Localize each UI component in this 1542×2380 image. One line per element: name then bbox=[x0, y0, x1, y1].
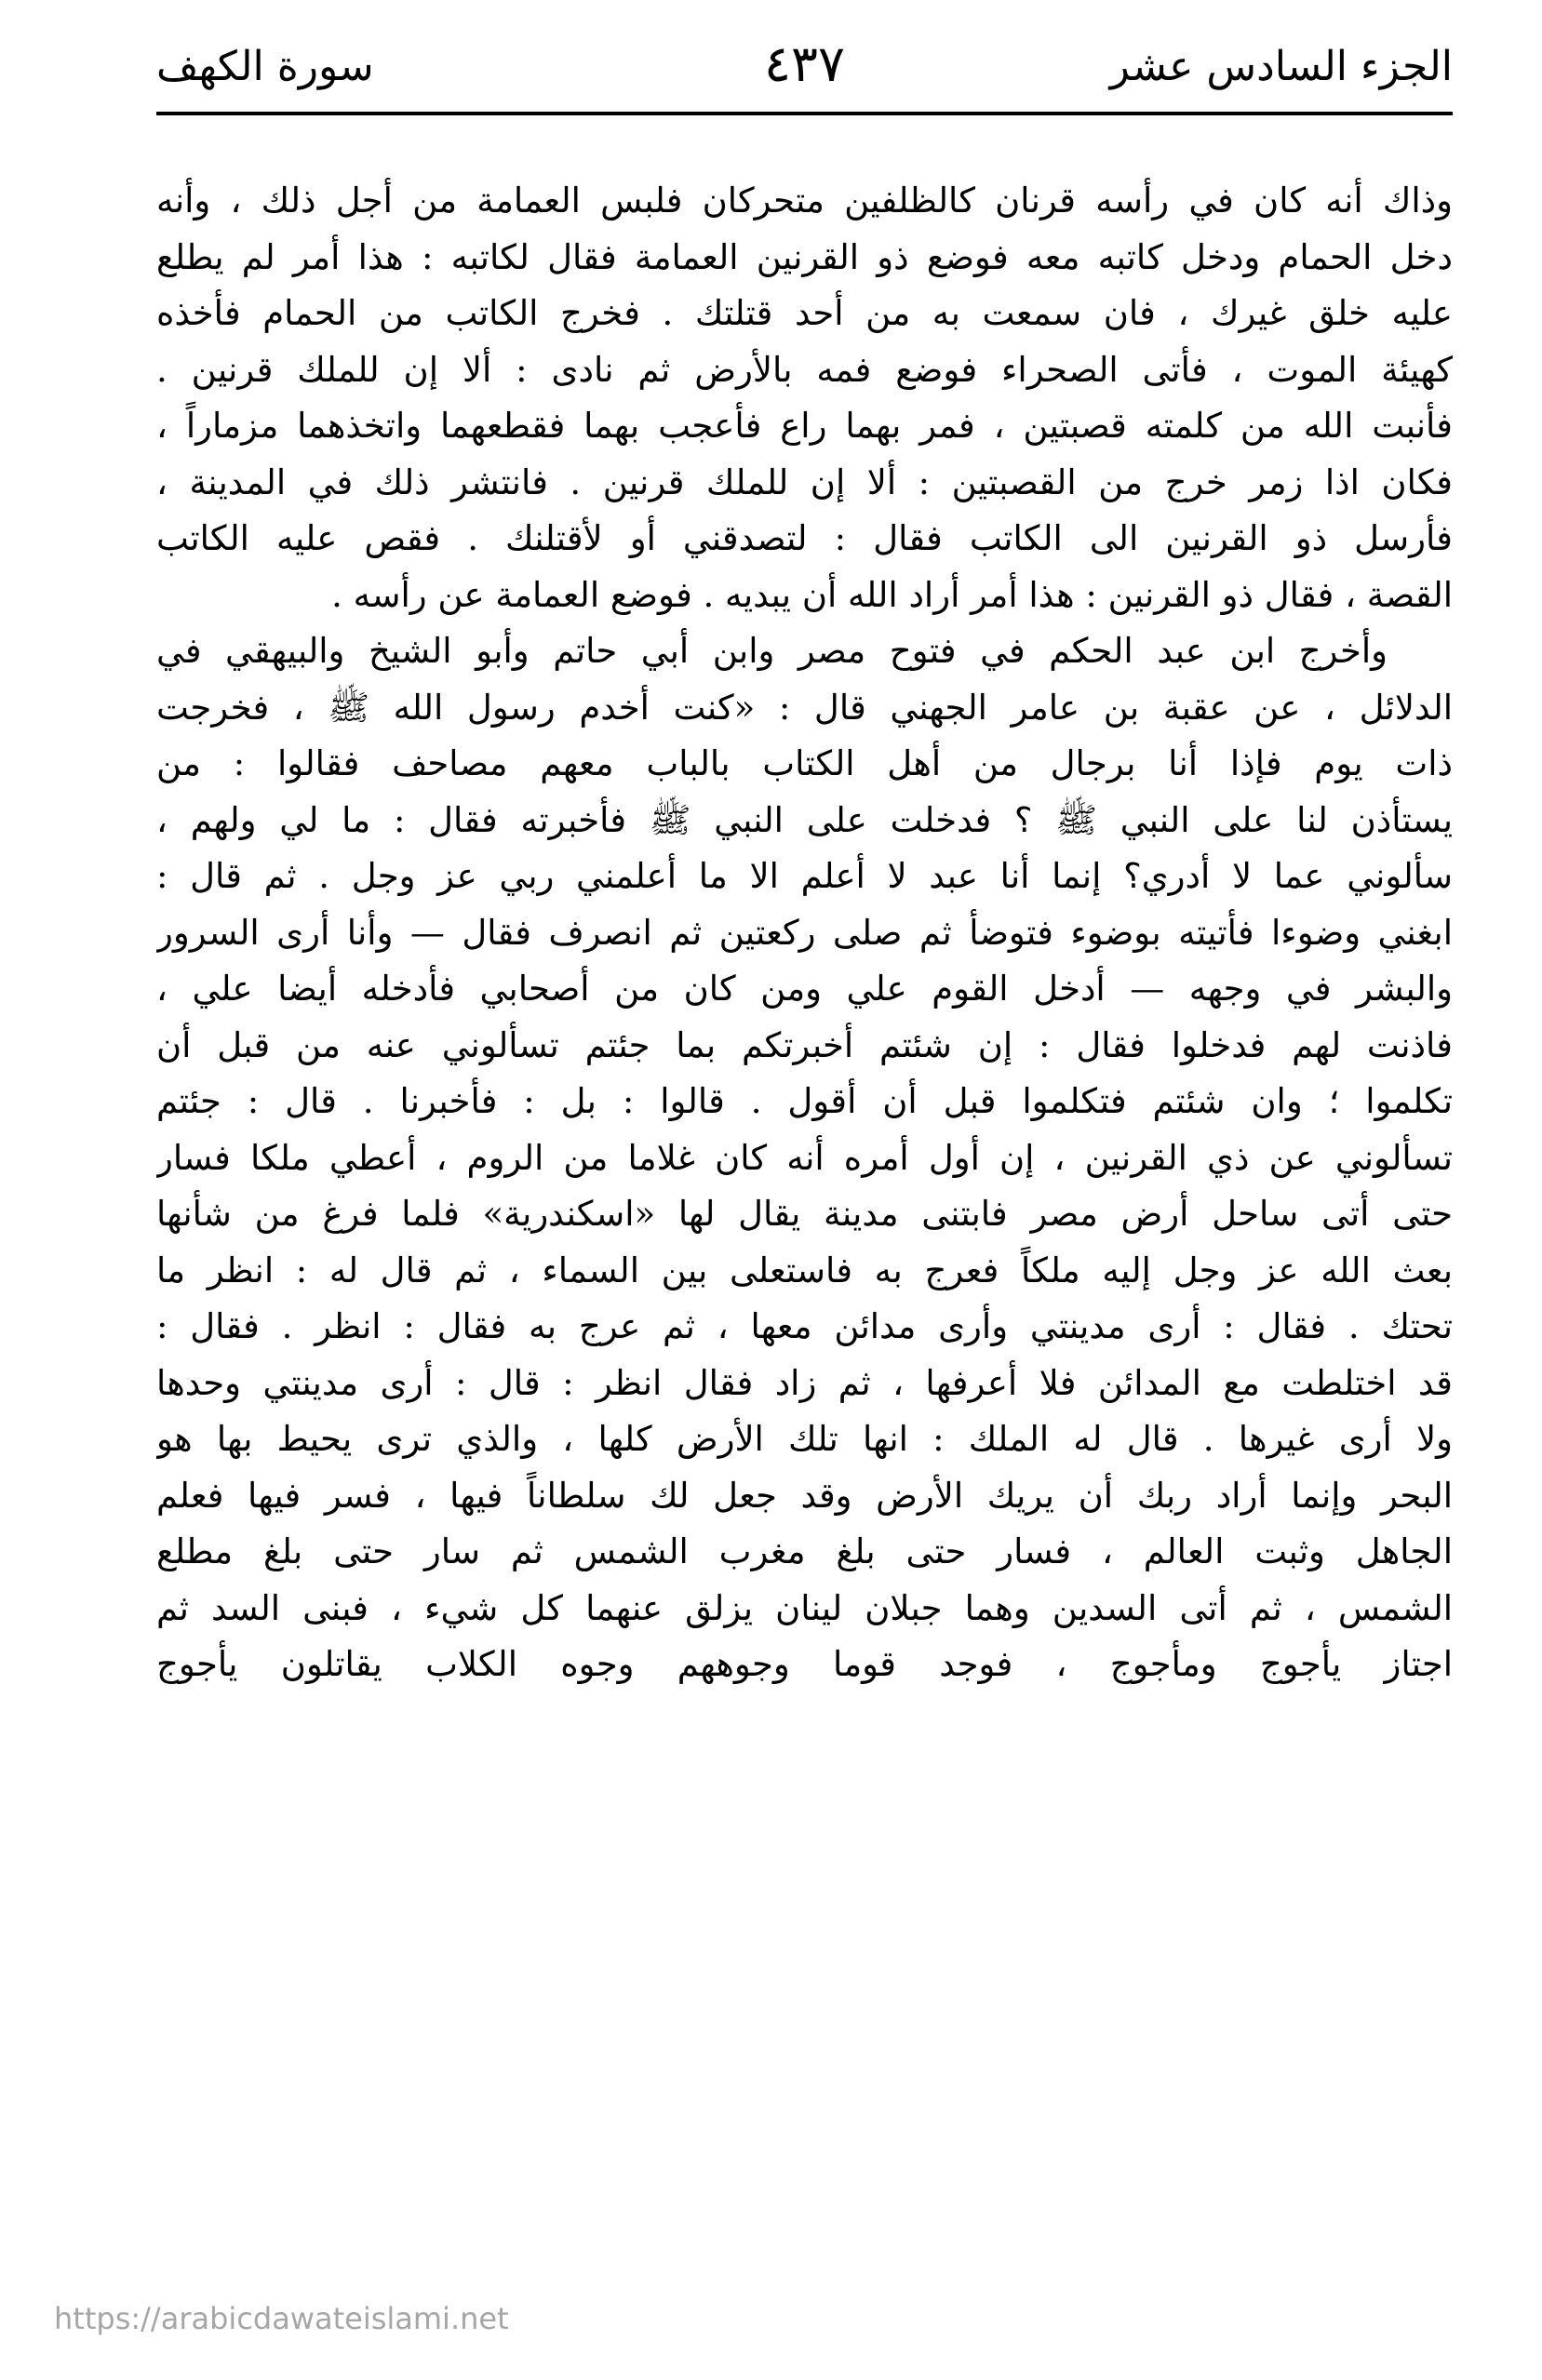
page-header bbox=[156, 33, 1453, 108]
paragraph-first-line: وأخرج ابن عبد الحكم في فتوح مصر وابن أبي حاتم وأبو الشيخ والبيهقي في bbox=[156, 631, 1388, 671]
surah-title: سورة الكهف bbox=[156, 43, 374, 90]
text-line: فكان اذا زمر خرج من القصبتين : ألا إن للملك قرنين . فانتشر ذلك في المدينة ، bbox=[156, 461, 1453, 502]
text-line: اجتاز يأجوج ومأجوج ، فوجد قوما وجوههم وجوه الكلاب يقاتلون يأجوج bbox=[156, 1644, 1453, 1684]
text-line: تسألوني عن ذي القرنين ، إن أول أمره أنه كان غلاما من الروم ، أعطي ملكا فسار bbox=[156, 1137, 1453, 1178]
text-line: ولا أرى غيرها . قال له الملك : انها تلك الأرض كلها ، والذي ترى يحيط بها هو bbox=[156, 1419, 1453, 1459]
text-line: الدلائل ، عن عقبة بن عامر الجهني قال : «كنت أخدم رسول الله ﷺ ، فخرجت bbox=[156, 687, 1453, 728]
juz-title: الجزء السادس عشر bbox=[1109, 43, 1453, 90]
source-watermark: https://arabicdawateislami.net bbox=[54, 2301, 509, 2336]
text-line: فأنبت الله من كلمته قصبتين ، فمر بهما راع فأعجب بهما فقطعهما واتخذهما مزماراً ، bbox=[156, 406, 1453, 446]
text-line: دخل الحمام ودخل كاتبه معه فوضع ذو القرنين العمامة فقال لكاتبه : هذا أمر لم يطلع bbox=[156, 236, 1453, 277]
text-line: حتى أتى ساحل أرض مصر فابتنى مدينة يقال لها «اسكندرية» فلما فرغ من شأنها bbox=[156, 1194, 1453, 1234]
text-line: وذاك أنه كان في رأسه قرنان كالظلفين متحركان فلبس العمامة من أجل ذلك ، وأنه bbox=[156, 181, 1453, 221]
text-line: تكلموا ؛ وان شئتم فتكلموا قبل أن أقول . قالوا : بل : فأخبرنا . قال : جئتم bbox=[156, 1081, 1453, 1121]
text-line: البحر وإنما أراد ربك أن يريك الأرض وقد جعل لك سلطاناً فيها ، فسر فيها فعلم bbox=[156, 1475, 1453, 1516]
text-line: بعث الله عز وجل إليه ملكاً فعرج به فاستعلى بين السماء ، ثم قال له : انظر ما bbox=[156, 1250, 1453, 1290]
text-line: فاذنت لهم فدخلوا فقال : إن شئتم أخبرتكم بما جئتم تسألوني عنه من قبل أن bbox=[156, 1024, 1453, 1065]
text-line: ابغني وضوءا فأتيته بوضوء فتوضأ ثم صلى ركعتين ثم انصرف فقال — وأنا أرى السرور bbox=[156, 912, 1453, 953]
text-line: القصة ، فقال ذو القرنين : هذا أمر أراد الله أن يبديه . فوضع العمامة عن رأسه . bbox=[331, 574, 1453, 615]
text-line: الشمس ، ثم أتى السدين وهما جبلان لينان يزلق عنهما كل شيء ، فبنى السد ثم bbox=[156, 1587, 1453, 1628]
text-line: قد اختلطت مع المدائن فلا أعرفها ، ثم زاد فقال انظر : قال : أرى مدينتي وحدها bbox=[156, 1362, 1453, 1403]
page-body bbox=[156, 173, 1453, 1693]
text-line: سألوني عما لا أدري؟ إنما أنا عبد لا أعلم الا ما أعلمني ربي عز وجل . ثم قال : bbox=[156, 856, 1453, 896]
text-line: تحتك . فقال : أرى مدينتي وأرى مدائن معها ، ثم عرج به فقال : انظر . فقال : bbox=[156, 1306, 1453, 1346]
text-line: الجاهل وثبت العالم ، فسار حتى بلغ مغرب الشمس ثم سار حتى بلغ مطلع bbox=[156, 1531, 1453, 1571]
text-line: كهيئة الموت ، فأتى الصحراء فوضع فمه بالأرض ثم نادى : ألا إن للملك قرنين . bbox=[156, 349, 1453, 390]
text-line: عليه خلق غيرك ، فان سمعت به من أحد قتلتك . فخرج الكاتب من الحمام فأخذه bbox=[156, 293, 1453, 333]
text-line: فأرسل ذو القرنين الى الكاتب فقال : لتصدقني أو لأقتلنك . فقص عليه الكاتب bbox=[156, 518, 1453, 558]
text-line: يستأذن لنا على النبي ﷺ ؟ فدخلت على النبي ﷺ فأخبرته فقال : ما لي ولهم ، bbox=[156, 799, 1453, 840]
text-line: ذات يوم فإذا أنا برجال من أهل الكتاب بالباب معهم مصاحف فقالوا : من bbox=[156, 743, 1453, 783]
text-line: والبشر في وجهه — أدخل القوم علي ومن كان من أصحابي فأدخله أيضا علي ، bbox=[156, 969, 1453, 1009]
header-rule bbox=[156, 112, 1453, 115]
page-number: ٤٣٧ bbox=[763, 34, 845, 93]
